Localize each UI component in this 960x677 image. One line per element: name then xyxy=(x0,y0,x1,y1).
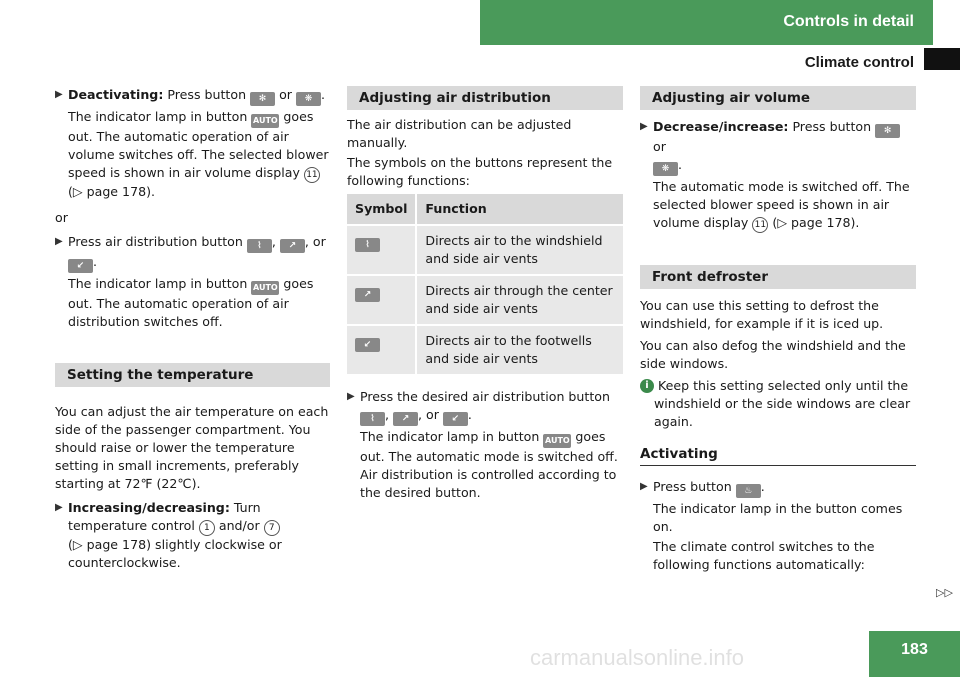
or-line: or xyxy=(55,210,68,225)
or-text: , or xyxy=(418,407,439,422)
page-tab xyxy=(924,48,960,70)
press-distribution-step: ▶ Press the desired air distribution button ⌇ , ↗ , or ↙ . xyxy=(347,389,610,424)
deactivating-step: ▶ Deactivating: Press button ✻ or ❋ . xyxy=(55,87,326,104)
footwells-side-vents-button-icon: ↙ xyxy=(443,412,468,426)
deactivating-result xyxy=(55,108,330,201)
press-distribution-result xyxy=(347,428,623,502)
page-number: 183 xyxy=(869,631,960,677)
result-text: The indicator lamp in button xyxy=(360,429,540,444)
right-column xyxy=(640,86,916,576)
press-defrost-step: ▶ Press button ♨ . xyxy=(640,479,765,496)
ref-marker-1: 1 xyxy=(199,520,215,536)
info-text: Keep this setting selected only until the windshield or the side windows are clear again. xyxy=(654,378,911,429)
dec-label: Decrease/increase: xyxy=(653,119,789,134)
fan-high-button-icon: ❋ xyxy=(653,162,678,176)
header-gap xyxy=(933,0,960,45)
and-text: and/or xyxy=(218,518,260,533)
symbol-cell xyxy=(347,225,416,275)
or-text: or xyxy=(653,139,666,154)
result-text-2: goes out. The automatic operation of air distribution switches off. xyxy=(68,276,314,329)
step-text: Press button xyxy=(792,119,872,134)
air-distribution-p1: The air distribution can be adjusted manually. xyxy=(347,117,572,150)
result-text-2: goes out. The automatic operation of air volume switches off. The selected blower speed is shown in air volume display xyxy=(68,109,329,180)
press-air-step: ▶ Press air distribution button ⌇ , ↗ , or ↙ . xyxy=(55,234,326,271)
press-air-result xyxy=(55,275,330,331)
ref-marker-11: 11 xyxy=(304,167,320,183)
setting-temperature-paragraph: You can adjust the air temperature on each side of the passenger compartment. You should raise or lower the temperature setting in small increments, preferably starting at 72℉ (22℃). xyxy=(55,404,329,491)
table-row xyxy=(347,225,623,275)
table-row xyxy=(347,275,623,325)
ref-marker-11: 11 xyxy=(752,217,768,233)
inc-label: Increasing/decreasing: xyxy=(68,500,230,515)
subsection-title: Climate control xyxy=(804,54,914,71)
symbol-function-table xyxy=(347,194,623,374)
front-defroster-heading: Front defroster xyxy=(640,265,916,289)
info-note xyxy=(640,377,916,431)
result-text-2: goes out. The automatic mode is switched off. Air distribution is controlled according to the desired button. xyxy=(360,429,618,500)
col-function: Function xyxy=(416,194,623,225)
middle-column xyxy=(347,86,623,504)
bullet-arrow-icon: ▶ xyxy=(55,236,63,247)
function-cell: Directs air to the footwells and side air vents xyxy=(416,325,623,374)
page-ref: (▷ page 178). xyxy=(68,184,156,199)
watermark: carmanualsonline.info xyxy=(530,645,745,670)
center-side-vents-icon: ↗ xyxy=(355,288,380,302)
bullet-arrow-icon: ▶ xyxy=(640,481,648,492)
step-text: Press button xyxy=(167,87,247,102)
air-distribution-p2: The symbols on the buttons represent the following functions: xyxy=(347,155,613,188)
center-side-vents-button-icon: ↗ xyxy=(393,412,418,426)
step-text: Press the desired air distribution button xyxy=(360,389,610,404)
section-title: Controls in detail xyxy=(783,13,914,30)
fan-low-button-icon: ✻ xyxy=(250,92,275,106)
col-symbol: Symbol xyxy=(347,194,416,225)
table-row xyxy=(347,325,623,374)
step-text-2: (▷ page 178) slightly clockwise or counterclockwise. xyxy=(68,537,282,570)
defrost-result-2: The climate control switches to the following functions automatically: xyxy=(653,539,875,572)
deactivating-label: Deactivating: xyxy=(68,87,164,102)
windshield-side-vents-icon: ⌇ xyxy=(355,238,380,252)
footwells-side-vents-icon: ↙ xyxy=(355,338,380,352)
step-text: Press air distribution button xyxy=(68,234,243,249)
table-header-row xyxy=(347,194,623,225)
air-distribution-heading: Adjusting air distribution xyxy=(347,86,623,110)
result-text: The automatic mode is switched off. The selected blower speed is shown in air volume display xyxy=(653,179,910,230)
function-cell: Directs air through the center and side air vents xyxy=(416,275,623,325)
page-ref: (▷ page 178). xyxy=(772,215,860,230)
ref-marker-7: 7 xyxy=(264,520,280,536)
center-side-vents-button-icon: ↗ xyxy=(280,239,305,253)
bullet-arrow-icon: ▶ xyxy=(347,391,355,402)
function-cell: Directs air to the windshield and side air vents xyxy=(416,225,623,275)
footwells-side-vents-button-icon: ↙ xyxy=(68,259,93,273)
fan-low-button-icon: ✻ xyxy=(875,124,900,138)
continue-mark: ▷▷ xyxy=(936,586,953,599)
defrost-button-icon: ♨ xyxy=(736,484,761,498)
front-defroster-p2: You can also defog the windshield and the side windows. xyxy=(640,338,906,371)
or-text: or xyxy=(279,87,292,102)
auto-button-icon: AUTO xyxy=(251,114,279,128)
result-text: The indicator lamp in button xyxy=(68,109,248,124)
auto-button-icon: AUTO xyxy=(543,434,571,448)
symbol-cell xyxy=(347,325,416,374)
setting-temperature-heading: Setting the temperature xyxy=(55,363,330,387)
activating-heading: Activating xyxy=(640,445,916,466)
front-defroster-p1: You can use this setting to defrost the windshield, for example if it is iced up. xyxy=(640,298,884,331)
decrease-increase-step: ▶ Decrease/increase: Press button ✻ or ❋ . xyxy=(640,118,916,176)
bullet-arrow-icon: ▶ xyxy=(55,502,63,513)
defrost-result-1: The indicator lamp in the button comes on. xyxy=(653,501,903,534)
step-text: Turn temperature control xyxy=(68,500,261,533)
bullet-arrow-icon: ▶ xyxy=(55,89,63,100)
windshield-side-vents-button-icon: ⌇ xyxy=(360,412,385,426)
auto-button-icon: AUTO xyxy=(251,281,279,295)
fan-high-button-icon: ❋ xyxy=(296,92,321,106)
bullet-arrow-icon: ▶ xyxy=(640,121,648,132)
air-volume-heading: Adjusting air volume xyxy=(640,86,916,110)
result-text: The indicator lamp in button xyxy=(68,276,248,291)
increase-decrease-step xyxy=(55,499,330,572)
left-column xyxy=(55,86,330,574)
decrease-increase-result xyxy=(640,178,916,233)
step-text: Press button xyxy=(653,479,732,494)
info-icon: i xyxy=(640,379,654,393)
symbol-cell xyxy=(347,275,416,325)
or-text: , or xyxy=(304,234,326,249)
windshield-side-vents-button-icon: ⌇ xyxy=(247,239,272,253)
